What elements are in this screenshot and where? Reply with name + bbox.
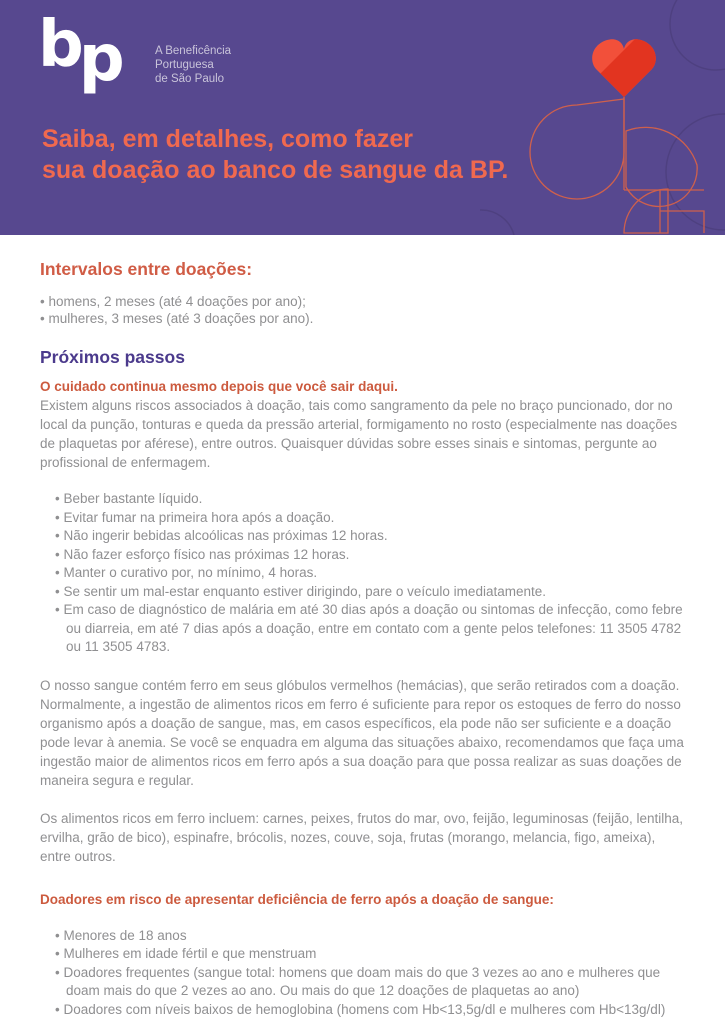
list-item: • Não ingerir bebidas alcoólicas nas próximas 12 horas.	[55, 527, 689, 546]
list-item: • Mulheres em idade fértil e que menstruam	[55, 945, 689, 964]
list-item: • Se sentir um mal-estar enquanto estiver dirigindo, pare o veículo imediatamente.	[55, 583, 689, 602]
bp-logo-letter-b: b	[38, 8, 79, 82]
list-item: • Manter o curativo por, no mínimo, 4 horas.	[55, 564, 689, 583]
next-steps-heading: Próximos passos	[40, 347, 185, 367]
care-list	[55, 490, 689, 657]
risk-list	[55, 927, 689, 1020]
care-intro: Existem alguns riscos associados à doação, tais como sangramento da pele no braço puncionado, dor no local da punção, tonturas e queda da pressão arterial, formigamento no rosto (especialmente nas doações de plaquetas por aférese), entre outros. Quaisquer dúvidas sobre esses sinais e sintomas, pergunte ao profissional de enfermagem.	[40, 398, 678, 470]
page-title	[42, 124, 522, 186]
list-item: • Não fazer esforço físico nas próximas 12 horas.	[55, 546, 689, 565]
iron-paragraph: O nosso sangue contém ferro em seus glóbulos vermelhos (hemácias), que serão retirados com a doação. Normalmente, a ingestão de alimentos ricos em ferro é suficiente para repor os estoques de ferro do nosso organismo após a doação de sangue, mas, em casos específicos, ela pode não ser suficiente e a doação pode levar à anemia. Se você se enquadra em alguma das situações abaixo, recomendamos que faça uma ingestão maior de alimentos ricos em ferro após a sua doação para que possa realizar as suas doações de maneira segura e regular.	[40, 677, 684, 788]
care-lead: O cuidado continua mesmo depois que você sair daqui.	[40, 379, 398, 394]
bp-logo-letter-p: p	[78, 22, 120, 96]
list-item: • Menores de 18 anos	[55, 927, 689, 946]
org-name-line: de São Paulo	[155, 73, 225, 85]
list-item: • homens, 2 meses (até 4 doações por ano);	[40, 293, 689, 310]
org-name	[155, 44, 231, 86]
org-name-line: Portuguesa	[155, 59, 214, 71]
list-item: • Em caso de diagnóstico de malária em até 30 dias após a doação ou sintomas de infecção, como febre ou diarreia, em até 7 dias após a doação, entre em contato com a gente pelos telefones: 11 3505 4782 ou 11 3505 4783.	[55, 601, 689, 657]
org-name-line: A Beneficência	[155, 45, 232, 57]
iron-foods-paragraph: Os alimentos ricos em ferro incluem: carnes, peixes, frutos do mar, ovo, feijão, leguminosas (feijão, lentilha, ervilha, grão de bico), espinafre, brócolis, nozes, couve, soja, frutas (morango, melancia, figo, ameixa), entre outros.	[40, 810, 684, 864]
list-item: • mulheres, 3 meses (até 3 doações por ano).	[40, 310, 689, 327]
list-item: • Beber bastante líquido.	[55, 490, 689, 509]
header	[0, 0, 725, 235]
bp-logo	[38, 8, 120, 96]
list-item: • Evitar fumar na primeira hora após a doação.	[55, 509, 689, 528]
risk-heading: Doadores em risco de apresentar deficiência de ferro após a doação de sangue:	[40, 891, 554, 907]
intervals-list	[40, 293, 689, 327]
heart-icon	[592, 34, 662, 100]
flower-outline-icon	[530, 97, 704, 233]
page-title-line-1: Saiba, em detalhes, como fazer	[42, 125, 413, 153]
background-pattern	[480, 0, 725, 235]
list-item: • Doadores frequentes (sangue total: homens que doam mais do que 3 vezes ao ano e mulheres que doam mais do que 2 vezes ao ano. Ou mais do que 12 doações de plaquetas ao ano)	[55, 964, 689, 1001]
page-title-line-2: sua doação ao banco de sangue da BP.	[42, 156, 509, 184]
document-body	[0, 235, 725, 1024]
intervals-heading: Intervalos entre doações:	[40, 259, 253, 279]
header-decoration	[480, 0, 725, 235]
list-item: • Doadores com níveis baixos de hemoglobina (homens com Hb<13,5g/dl e mulheres com Hb<13g/dl)	[55, 1001, 689, 1020]
